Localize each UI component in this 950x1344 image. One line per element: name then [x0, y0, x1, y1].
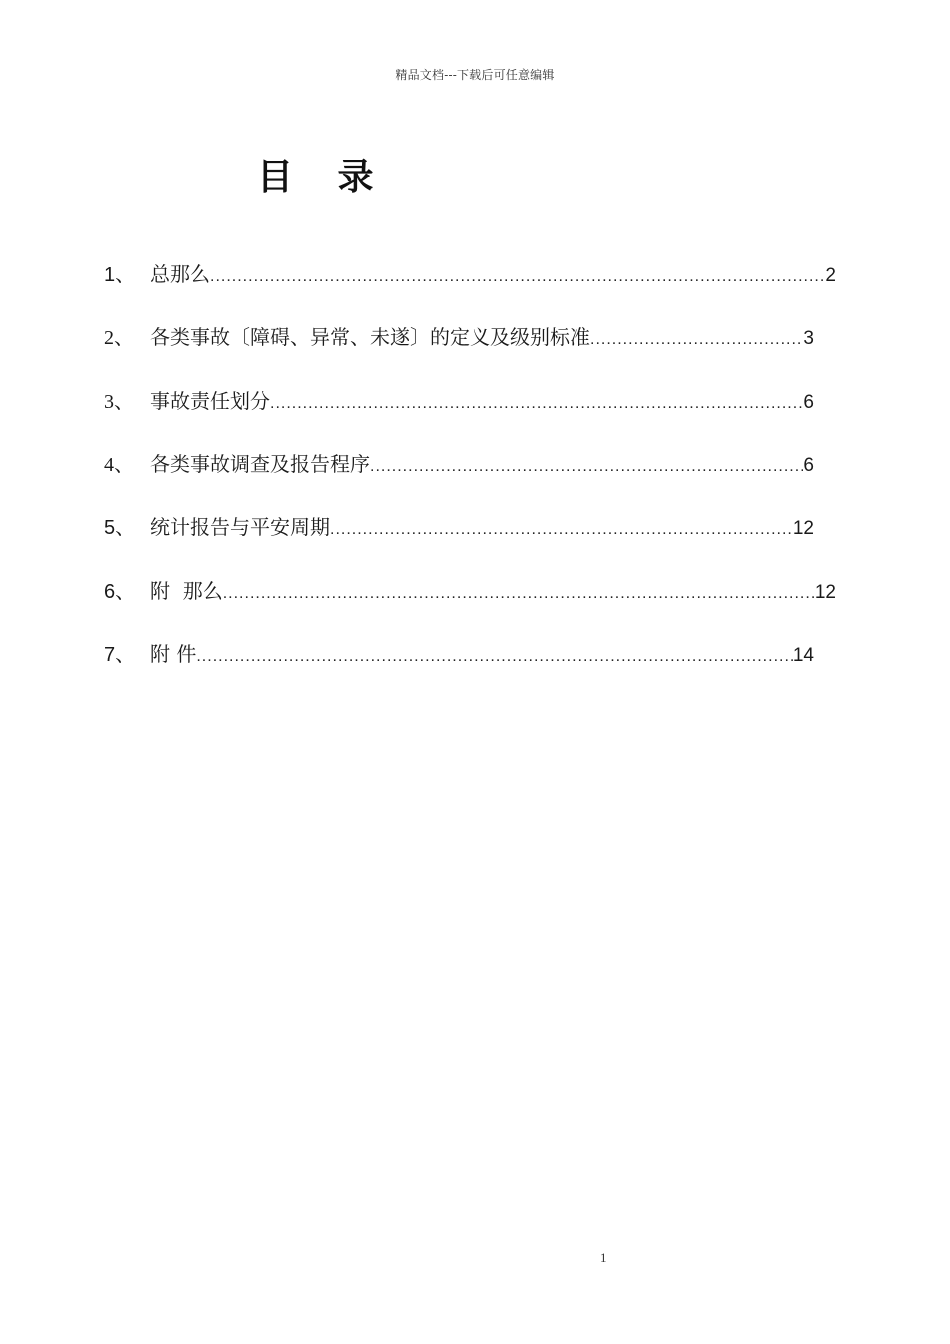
toc-entry-number: 6、: [104, 581, 136, 603]
toc-entry-text: 附 那么: [150, 579, 223, 603]
toc-entry-page: 12: [792, 518, 814, 539]
toc-leader-dots: [223, 578, 815, 607]
toc-leader-dots: [330, 514, 793, 543]
toc-entry-number: 5、: [104, 517, 136, 539]
toc-entry-text: 统计报告与平安周期: [150, 515, 330, 539]
toc-leader-dots: [370, 451, 803, 480]
toc-entry-number: 2、: [104, 327, 134, 349]
toc-entry[interactable]: [104, 385, 814, 417]
toc-entry-text: 附 件: [150, 642, 197, 666]
toc-entry-page: 12: [814, 582, 836, 603]
page-number: 1: [600, 1250, 607, 1265]
toc-entry[interactable]: [104, 321, 814, 353]
toc-entry[interactable]: [104, 511, 814, 543]
toc-title: 目 录: [257, 157, 390, 198]
toc-entry-number: 3、: [104, 391, 134, 413]
toc-entry-page: 6: [803, 455, 814, 476]
toc-entry-text: 总那么: [150, 262, 210, 286]
toc-entry-page: 2: [825, 265, 836, 286]
toc-entry[interactable]: [104, 638, 814, 670]
header-note: 精品文档---下载后可任意编辑: [395, 68, 555, 82]
toc-entry-number: 4、: [104, 454, 134, 476]
toc-leader-dots: [270, 388, 803, 417]
toc-entry-page: 6: [803, 392, 814, 413]
toc-entry-text: 各类事故调查及报告程序: [150, 452, 370, 476]
toc-entry-page: 3: [803, 328, 814, 349]
toc-entry[interactable]: [104, 448, 814, 480]
toc-leader-dots: [590, 324, 803, 353]
toc-entry-number: 1、: [104, 264, 136, 286]
toc-entry-page: 14: [792, 645, 814, 666]
toc-entry-text: 事故责任划分: [150, 389, 270, 413]
toc-entry-text: 各类事故〔障碍、异常、未遂〕的定义及级别标准: [150, 325, 590, 349]
toc-entry[interactable]: [104, 575, 836, 607]
toc-leader-dots: [196, 641, 793, 670]
toc-entry-number: 7、: [104, 644, 136, 666]
toc-entry[interactable]: [104, 258, 836, 290]
toc-leader-dots: [210, 261, 825, 290]
